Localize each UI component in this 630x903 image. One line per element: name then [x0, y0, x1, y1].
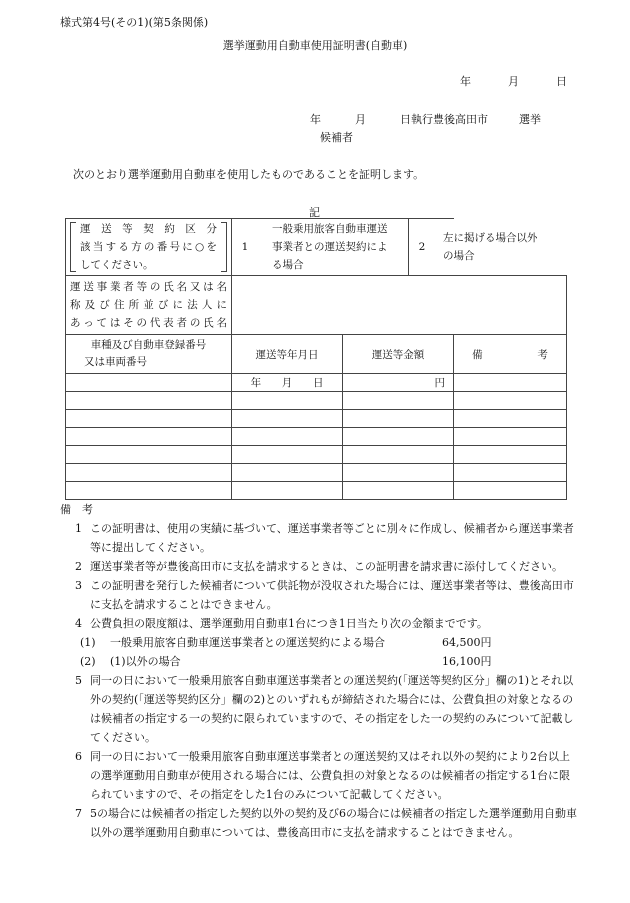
- option-1-line2: 事業者との運送契約によ: [272, 241, 388, 253]
- form-number: 様式第4号(その1)(第5条関係): [60, 16, 209, 29]
- amount-cell[interactable]: [343, 392, 454, 410]
- operator-label-line3: あってはその代表者の氏名: [70, 317, 227, 329]
- notes-heading: 備 考: [60, 503, 93, 516]
- remarks-cell[interactable]: [454, 464, 567, 482]
- election-executed-label: 日執行豊後高田市: [400, 113, 488, 126]
- remarks-cell[interactable]: [454, 428, 567, 446]
- note-text: 公費負担の限度額は、選挙運動用自動車1台につき1日当たり次の金額までです。: [90, 617, 488, 630]
- subnote-item: [60, 652, 580, 671]
- amount-cell[interactable]: [343, 464, 454, 482]
- table-row: [66, 374, 567, 392]
- note-item: [60, 557, 580, 576]
- vehicle-cell[interactable]: [66, 374, 232, 392]
- operator-label-cell: [66, 276, 232, 335]
- header-row: [66, 335, 567, 374]
- subnote-amount: 64,500円: [442, 636, 492, 649]
- date-cell[interactable]: [232, 374, 343, 392]
- amount-cell[interactable]: [343, 446, 454, 464]
- certification-statement: 次のとおり選挙運動用自動車を使用したものであることを証明します。: [73, 168, 425, 181]
- remarks-header-char1: 備: [472, 348, 483, 361]
- document-title: 選挙運動用自動車使用証明書(自動車): [222, 39, 408, 52]
- remarks-cell[interactable]: [454, 446, 567, 464]
- table-row: [66, 446, 567, 464]
- note-number: 1: [75, 522, 82, 535]
- amount-cell[interactable]: [343, 428, 454, 446]
- subnote-number: (1): [80, 636, 96, 649]
- option-2-line2: の場合: [443, 250, 475, 262]
- vehicle-cell[interactable]: [66, 410, 232, 428]
- vehicle-header: [66, 335, 232, 374]
- candidate-label: 候補者: [320, 131, 353, 144]
- table-row: [66, 428, 567, 446]
- contract-type-note-line1: 該当する方の番号に○を: [80, 241, 217, 253]
- table-row: [66, 482, 567, 500]
- note-number: 4: [75, 617, 82, 630]
- option-2-number: 2: [418, 241, 426, 253]
- date-year-label: 年: [460, 75, 471, 88]
- ki-label: 記: [309, 206, 320, 219]
- contract-type-note-line2: してください。: [80, 259, 154, 271]
- note-text: 5の場合には候補者の指定した契約以外の契約及び6の場合には候補者の指定した選挙運動用自動車以外の選挙運動用自動車については、豊後高田市に支払を請求することはできません。: [90, 807, 577, 839]
- subnote-amount: 16,100円: [442, 655, 492, 668]
- row-month-label: 月: [281, 377, 293, 389]
- amount-cell[interactable]: [343, 374, 454, 392]
- operator-label-line2: 称及び住所並びに法人に: [70, 299, 227, 311]
- row-yen-label: 円: [434, 377, 445, 389]
- note-item: [60, 747, 580, 804]
- vehicle-cell[interactable]: [66, 392, 232, 410]
- remarks-cell[interactable]: [454, 482, 567, 500]
- remarks-header: [454, 335, 567, 374]
- amount-header: 運送等金額: [343, 335, 454, 374]
- row-day-label: 日: [312, 377, 324, 389]
- note-item: [60, 614, 580, 633]
- remarks-cell[interactable]: [454, 374, 567, 392]
- note-number: 5: [75, 674, 82, 687]
- vehicle-header-line1: 車種及び自動車登録番号: [90, 339, 207, 351]
- note-number: 6: [75, 750, 82, 763]
- election-year-label: 年: [310, 113, 321, 126]
- election-label: 選挙: [519, 113, 541, 126]
- table-row: [66, 392, 567, 410]
- vehicle-cell[interactable]: [66, 446, 232, 464]
- option-1-number: 1: [241, 241, 249, 253]
- operator-name-field[interactable]: [232, 276, 567, 335]
- remarks-header-char2: 考: [537, 348, 548, 361]
- vehicle-cell[interactable]: [66, 482, 232, 500]
- note-item: [60, 671, 580, 747]
- row-year-label: 年: [250, 377, 262, 389]
- date-header: 運送等年月日: [232, 335, 343, 374]
- note-item: [60, 519, 580, 557]
- subnote-text: 一般乗用旅客自動車運送事業者との運送契約による場合: [110, 636, 385, 649]
- table-row: [66, 410, 567, 428]
- subnote-number: (2): [80, 655, 96, 668]
- note-item: [60, 576, 580, 614]
- option-1-line3: る場合: [272, 259, 304, 271]
- notes-section: [60, 500, 580, 842]
- contract-option-2-box[interactable]: [408, 219, 566, 275]
- note-item: [60, 804, 580, 842]
- subnote-text: (1)以外の場合: [110, 655, 181, 668]
- contract-type-label-cell: [66, 219, 232, 276]
- date-cell[interactable]: [232, 446, 343, 464]
- note-number: 7: [75, 807, 82, 820]
- note-text: 運送事業者等が豊後高田市に支払を請求するときは、この証明書を請求書に添付してください。: [90, 560, 563, 573]
- date-day-label: 日: [556, 75, 567, 88]
- option-2-line1: 左に掲げる場合以外: [443, 232, 538, 244]
- operator-label-line1: 運送事業者等の氏名又は名: [70, 281, 227, 293]
- date-month-label: 月: [508, 75, 519, 88]
- amount-cell[interactable]: [343, 482, 454, 500]
- remarks-cell[interactable]: [454, 410, 567, 428]
- table-row: [66, 464, 567, 482]
- subnote-item: [60, 633, 580, 652]
- note-text: この証明書を発行した候補者について供託物が没収された場合には、運送事業者等は、豊後高田市に支払を請求することはできません。: [90, 579, 574, 611]
- amount-cell[interactable]: [343, 410, 454, 428]
- note-number: 2: [75, 560, 82, 573]
- contract-type-label: 運送等契約区分: [80, 223, 217, 235]
- operator-row: [66, 276, 567, 335]
- vehicle-cell[interactable]: [66, 428, 232, 446]
- note-text: 同一の日において一般乗用旅客自動車運送事業者との運送契約又はそれ以外の契約により2台以上の選挙運動用自動車が使用される場合には、公費負担の対象となるのは候補者の指定する1台に限られていますので、その指定をした1台のみについて記載してください。: [90, 750, 570, 801]
- note-number: 3: [75, 579, 82, 592]
- vehicle-cell[interactable]: [66, 464, 232, 482]
- election-month-label: 月: [355, 113, 366, 126]
- vehicle-header-line2: 又は車両番号: [84, 356, 147, 368]
- remarks-cell[interactable]: [454, 392, 567, 410]
- date-cell[interactable]: [232, 464, 343, 482]
- notes-list: [60, 519, 580, 842]
- option-1-line1: 一般乗用旅客自動車運送: [272, 223, 388, 235]
- note-text: この証明書は、使用の実績に基づいて、運送事業者等ごとに別々に作成し、候補者から運送事業者等に提出してください。: [90, 522, 574, 554]
- date-cell[interactable]: [232, 482, 343, 500]
- date-cell[interactable]: [232, 410, 343, 428]
- contract-type-bracket: [70, 220, 227, 274]
- date-cell[interactable]: [232, 428, 343, 446]
- date-cell[interactable]: [232, 392, 343, 410]
- note-text: 同一の日において一般乗用旅客自動車運送事業者との運送契約(「運送等契約区分」欄の1)とそれ以外の契約(「運送等契約区分」欄の2)とのいずれもが締結された場合には、公費負担の対象となるのは候補者の指定する一の契約に限られていますので、その指定をした一の契約のみについて記載してください。: [90, 674, 574, 744]
